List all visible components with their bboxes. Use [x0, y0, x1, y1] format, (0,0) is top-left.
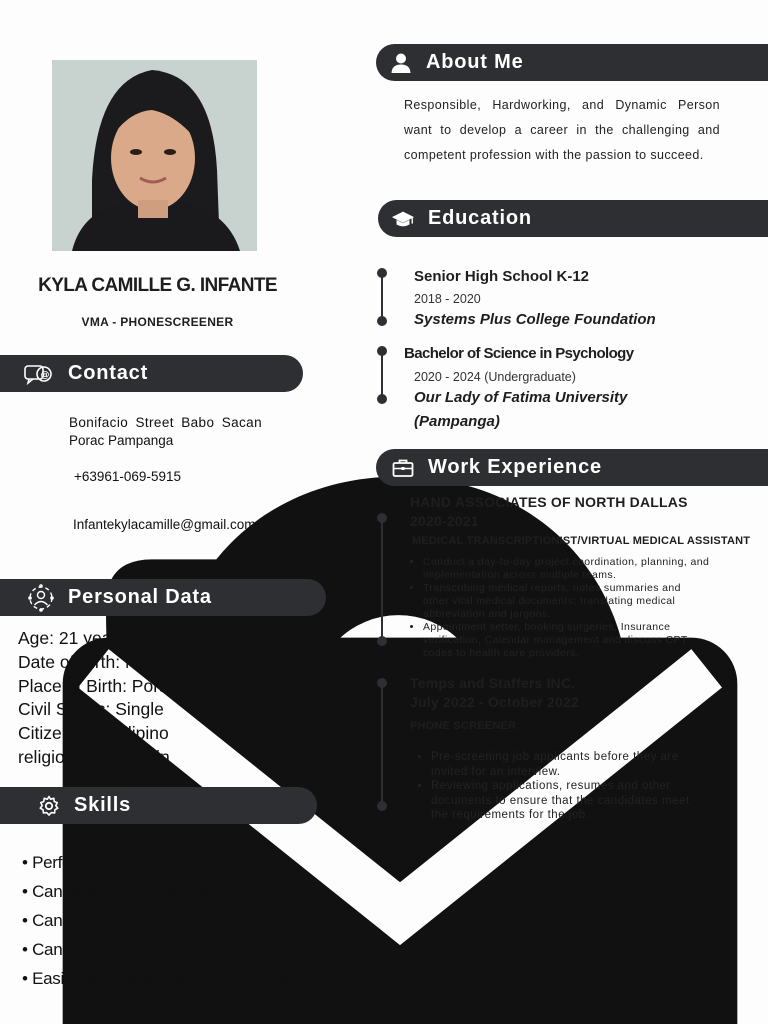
about-title: About Me	[426, 51, 524, 73]
education-level: Senior High School K-12	[414, 268, 590, 285]
skill-item: • Easily adapt to the work environment	[22, 969, 301, 988]
education-timeline-line	[381, 351, 383, 399]
work-duty: • Pre-screening job applicants before they are invited for an interview.	[431, 750, 708, 779]
user-icon	[388, 50, 414, 76]
work-years: July 2022 - October 2022	[410, 694, 579, 710]
gear-icon	[36, 793, 62, 819]
timeline-dot	[377, 636, 387, 646]
work-duty: • Conduct a day-to-day project coordination, planning, and implementation across multiple teams.	[423, 556, 710, 582]
personal-age: Age: 21 years old	[18, 628, 155, 648]
work-duty: • Reviewing applications, resumes and other documents to ensure that the candidates meet the requirements for the job.	[431, 779, 708, 823]
contact-section-header	[0, 355, 303, 392]
contact-title: Contact	[68, 362, 149, 384]
phone-number: +63961-069-5915	[74, 469, 181, 484]
timeline-dot	[377, 346, 387, 356]
timeline-dot	[377, 678, 387, 688]
skill-item: • Can work under pressure	[22, 940, 217, 959]
personal-data-icon	[26, 585, 56, 611]
work-duties	[418, 750, 708, 823]
briefcase-icon	[390, 455, 416, 481]
timeline-dot	[377, 394, 387, 404]
skills-title: Skills	[74, 794, 132, 816]
skills-list	[22, 848, 313, 993]
skill-item: • Can provide effective customer service	[22, 911, 314, 930]
education-timeline-line	[381, 273, 383, 321]
education-school: Our Lady of Fatima University	[414, 389, 628, 406]
work-timeline-line	[381, 683, 383, 806]
work-duty: • Transcribing medical reports, notes summaries and other vital medical documents; translating medical abbreviation and jargons.	[423, 582, 710, 621]
work-company: Temps and Staffers INC.	[410, 675, 576, 691]
personal-data-title: Personal Data	[68, 586, 212, 608]
timeline-dot	[377, 316, 387, 326]
personal-birthdate: Date of Birth: November 05, 2002	[18, 651, 279, 672]
personal-data-section-header	[0, 579, 326, 616]
timeline-dot	[377, 268, 387, 278]
candidate-role: VMA - PHONESCREENER	[81, 315, 234, 329]
personal-citizenship: Citizenship: Filipino	[18, 723, 169, 744]
work-years: 2020-2021	[410, 513, 479, 529]
candidate-name: KYLA CAMILLE G. INFANTE	[38, 275, 277, 296]
contact-icon	[22, 361, 56, 387]
work-role: PHONE SCREENER	[410, 720, 517, 732]
svg-text:@: @	[40, 370, 51, 380]
about-section-header	[376, 44, 768, 81]
work-section-header	[376, 449, 768, 486]
profile-photo	[52, 60, 257, 251]
skill-item: • Perform computer operations	[22, 853, 245, 872]
work-company: HAND ASSOCIATES OF NORTH DALLAS	[410, 494, 688, 510]
work-timeline-line	[381, 518, 383, 641]
education-years: 2020 - 2024 (Undergraduate)	[414, 370, 576, 384]
personal-birthplace: Place of Birth: Porac, Pampanga	[18, 675, 272, 696]
about-text: Responsible, Hardworking, and Dynamic Person want to develop a career in the challenging and competent profession with the passion to succeed.	[404, 98, 720, 162]
education-title: Education	[428, 207, 532, 229]
education-school: Systems Plus College Foundation	[414, 311, 656, 328]
timeline-dot	[377, 801, 387, 811]
personal-civil-status: Civil Status: Single	[18, 699, 164, 720]
skills-section-header	[0, 787, 317, 824]
education-years: 2018 - 2020	[414, 292, 481, 306]
personal-data-list	[18, 627, 279, 770]
education-section-header	[378, 200, 768, 237]
skill-item: • Can work in team environment	[22, 882, 255, 901]
email-address: Infantekylacamille@gmail.com	[73, 517, 256, 532]
timeline-dot	[377, 513, 387, 523]
work-duties	[410, 556, 710, 660]
work-role: MEDICAL TRANSCRIPTIONIST/VIRTUAL MEDICAL ASSISTANT	[412, 535, 751, 547]
work-title: Work Experience	[428, 456, 602, 478]
graduation-cap-icon	[390, 206, 416, 232]
work-duty: • Appointment setter, booking surgeries, Insurance verification, Calendar management and discuss CPT codes to health care providers.	[423, 621, 710, 660]
education-level: Bachelor of Science in Psychology	[404, 345, 634, 362]
personal-religion: religion: Born Again	[18, 746, 170, 767]
education-school-location: (Pampanga)	[414, 413, 500, 430]
address-line-1: Bonifacio Street Babo Sacan	[69, 415, 262, 430]
address-line-2: Porac Pampanga	[69, 433, 174, 448]
